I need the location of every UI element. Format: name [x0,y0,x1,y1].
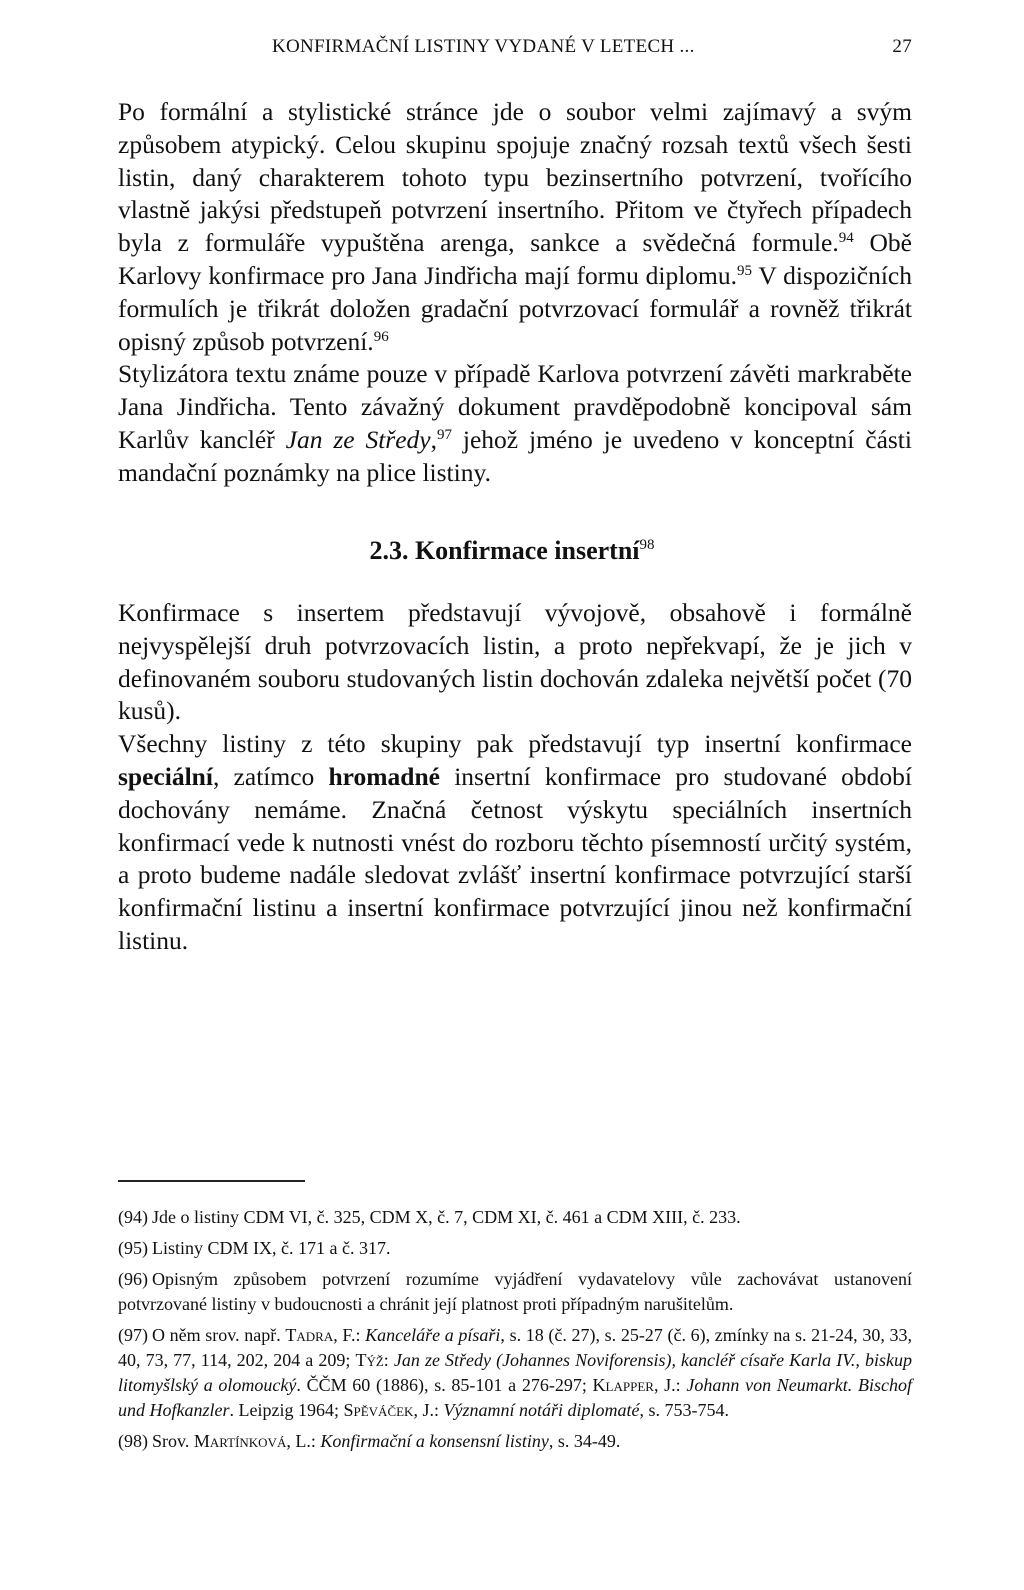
footnote-text: , s. 753-754. [639,1400,729,1420]
footnote-text: Srov. [152,1431,194,1451]
text-run: Obě Karlovy konfirmace pro Jana Jindřicha mají formu diplomu. [118,228,912,290]
text-run: V dispozičních formulích je třikrát doložen gradační potvrzovací formulář a rovněž třikrát opisný způsob potvrzení. [118,260,912,356]
footnote-number: (97) [118,1325,148,1345]
footnote-text: Listiny CDM IX, č. 171 a č. 317. [152,1238,391,1258]
footnote-text: , F.: [333,1325,366,1345]
running-title: KONFIRMAČNÍ LISTINY VYDANÉ V LETECH ... [272,36,695,57]
footnote-number: (94) [118,1207,148,1227]
footnote-95 [118,1236,912,1261]
footnote-text: Opisným způsobem potvrzení rozumíme vyjádření vydavatelovy vůle zachovávat ustanovení potvrzované listiny v budoucnosti a chránit její platnost proti případným narušitelům. [118,1269,912,1314]
author-name: Martínková [193,1431,287,1451]
footnote-text: . Leipzig 1964; [229,1400,344,1420]
emphasis-bold: hromadné [328,761,440,791]
footnote-text: . ČČM 60 (1886), s. 85-101 a 276-297; [296,1375,593,1395]
footnote-number: (98) [118,1431,148,1451]
work-title: Kanceláře a písaři [365,1325,501,1345]
text-run: Stylizátora textu známe pouze v případě Karlova potvrzení závěti markraběte Jana Jindřicha. Tento závažný dokument pravděpodobně koncipoval sám Karlův kancléř [118,359,912,454]
work-title: Jan ze Středy (Johannes Noviforensis), kancléř císaře Karla IV., biskup litomyšlský a olomoucký [118,1350,912,1395]
footnote-97 [118,1323,912,1423]
section-paragraph-1: Konfirmace s insertem představují vývojově, obsahově i formálně nejvyspělejší druh potvrzovacích listin, a proto nepřekvapí, že je jich v definovaném souboru studovaných listin dochován zdaleka největší počet (70 kusů). [118,598,912,726]
footnote-text: O něm srov. např. [152,1325,286,1345]
text-run: Po formální a stylistické stránce jde o soubor velmi zajímavý a svým způsobem atypický. Celou skupinu spojuje značný rozsah textů všech šesti listin, daný charakterem tohoto typu bezinsertního potvrzení, tvořícího vlastně jakýsi předstupeň potvrzení insertního. Přitom ve čtyřech případech byla z formuláře vypuštěna arenga, sankce a svědečná formule. [118,97,912,258]
footnote-ref-95[interactable]: 95 [737,262,753,279]
footnote-text: , J.: [413,1400,444,1420]
author-name: Spěváček [343,1400,414,1420]
work-title: Konfirmační a konsensní listiny [320,1431,549,1451]
text-run: jehož jméno je uvedeno v konceptní části mandační poznámky na plice listiny. [118,424,912,487]
footnote-text: , s. 34-49. [548,1431,621,1451]
footnote-divider [118,1180,305,1182]
text-run: , zatímco [212,761,329,791]
author-name: Klapper [592,1375,654,1395]
section-title: 2.3. Konfirmace insertní [369,536,640,565]
footnote-text: Jde o listiny CDM VI, č. 325, CDM X, č. 7, CDM XI, č. 461 a CDM XIII, č. 233. [152,1207,741,1227]
footnote-96 [118,1267,912,1317]
footnote-number: (96) [118,1269,148,1289]
person-name: Jan ze Středy [285,424,431,454]
section-text [118,597,912,958]
text-run: Všechny listiny z této skupiny pak představují typ insertní konfirmace [118,729,912,759]
footnote-ref-97[interactable]: 97 [436,426,452,443]
intro-paragraph-1 [118,96,912,358]
emphasis-bold: speciální [118,761,213,791]
footnote-text: , s. 18 (č. 27), s. 25-27 (č. 6), zmínky na s. 21-24, 30, 33, 40, 73, 77, 114, 202, 204 a 209; [118,1325,912,1370]
footnote-ref-94[interactable]: 94 [838,230,854,247]
text-run: insertní konfirmace pro studované období dochovány nemáme. Značná četnost výskytu speciálních insertních konfirmací vede k nutnosti vnést do rozboru těchto písemností určitý systém, a proto budeme nadále sledovat zvlášť insertní konfirmace potvrzující starší konfirmační listinu a insertní konfirmace potvrzující jinou než konfirmační listinu. [118,761,912,955]
footnote-ref-96[interactable]: 96 [373,328,389,345]
intro-text [118,96,912,490]
author-name: Tadra [285,1325,334,1345]
work-title: Významní notáři diplomaté [443,1400,640,1420]
author-name: Týž [355,1350,384,1370]
text-run: , [430,424,437,454]
footnote-text: , J.: [653,1375,687,1395]
section-heading [0,536,1024,566]
footnote-number: (95) [118,1238,148,1258]
intro-paragraph-2 [118,358,912,489]
footnote-94 [118,1205,912,1230]
footnote-98 [118,1429,912,1454]
footnote-ref-98[interactable]: 98 [639,537,655,553]
footnote-text: : [383,1350,394,1370]
footnote-text: , L.: [286,1431,321,1451]
work-title: Johann von Neumarkt. Bischof und Hofkanzler [118,1375,912,1420]
page-number: 27 [892,36,912,57]
section-paragraph-2 [118,728,912,958]
footnotes [118,1205,912,1460]
